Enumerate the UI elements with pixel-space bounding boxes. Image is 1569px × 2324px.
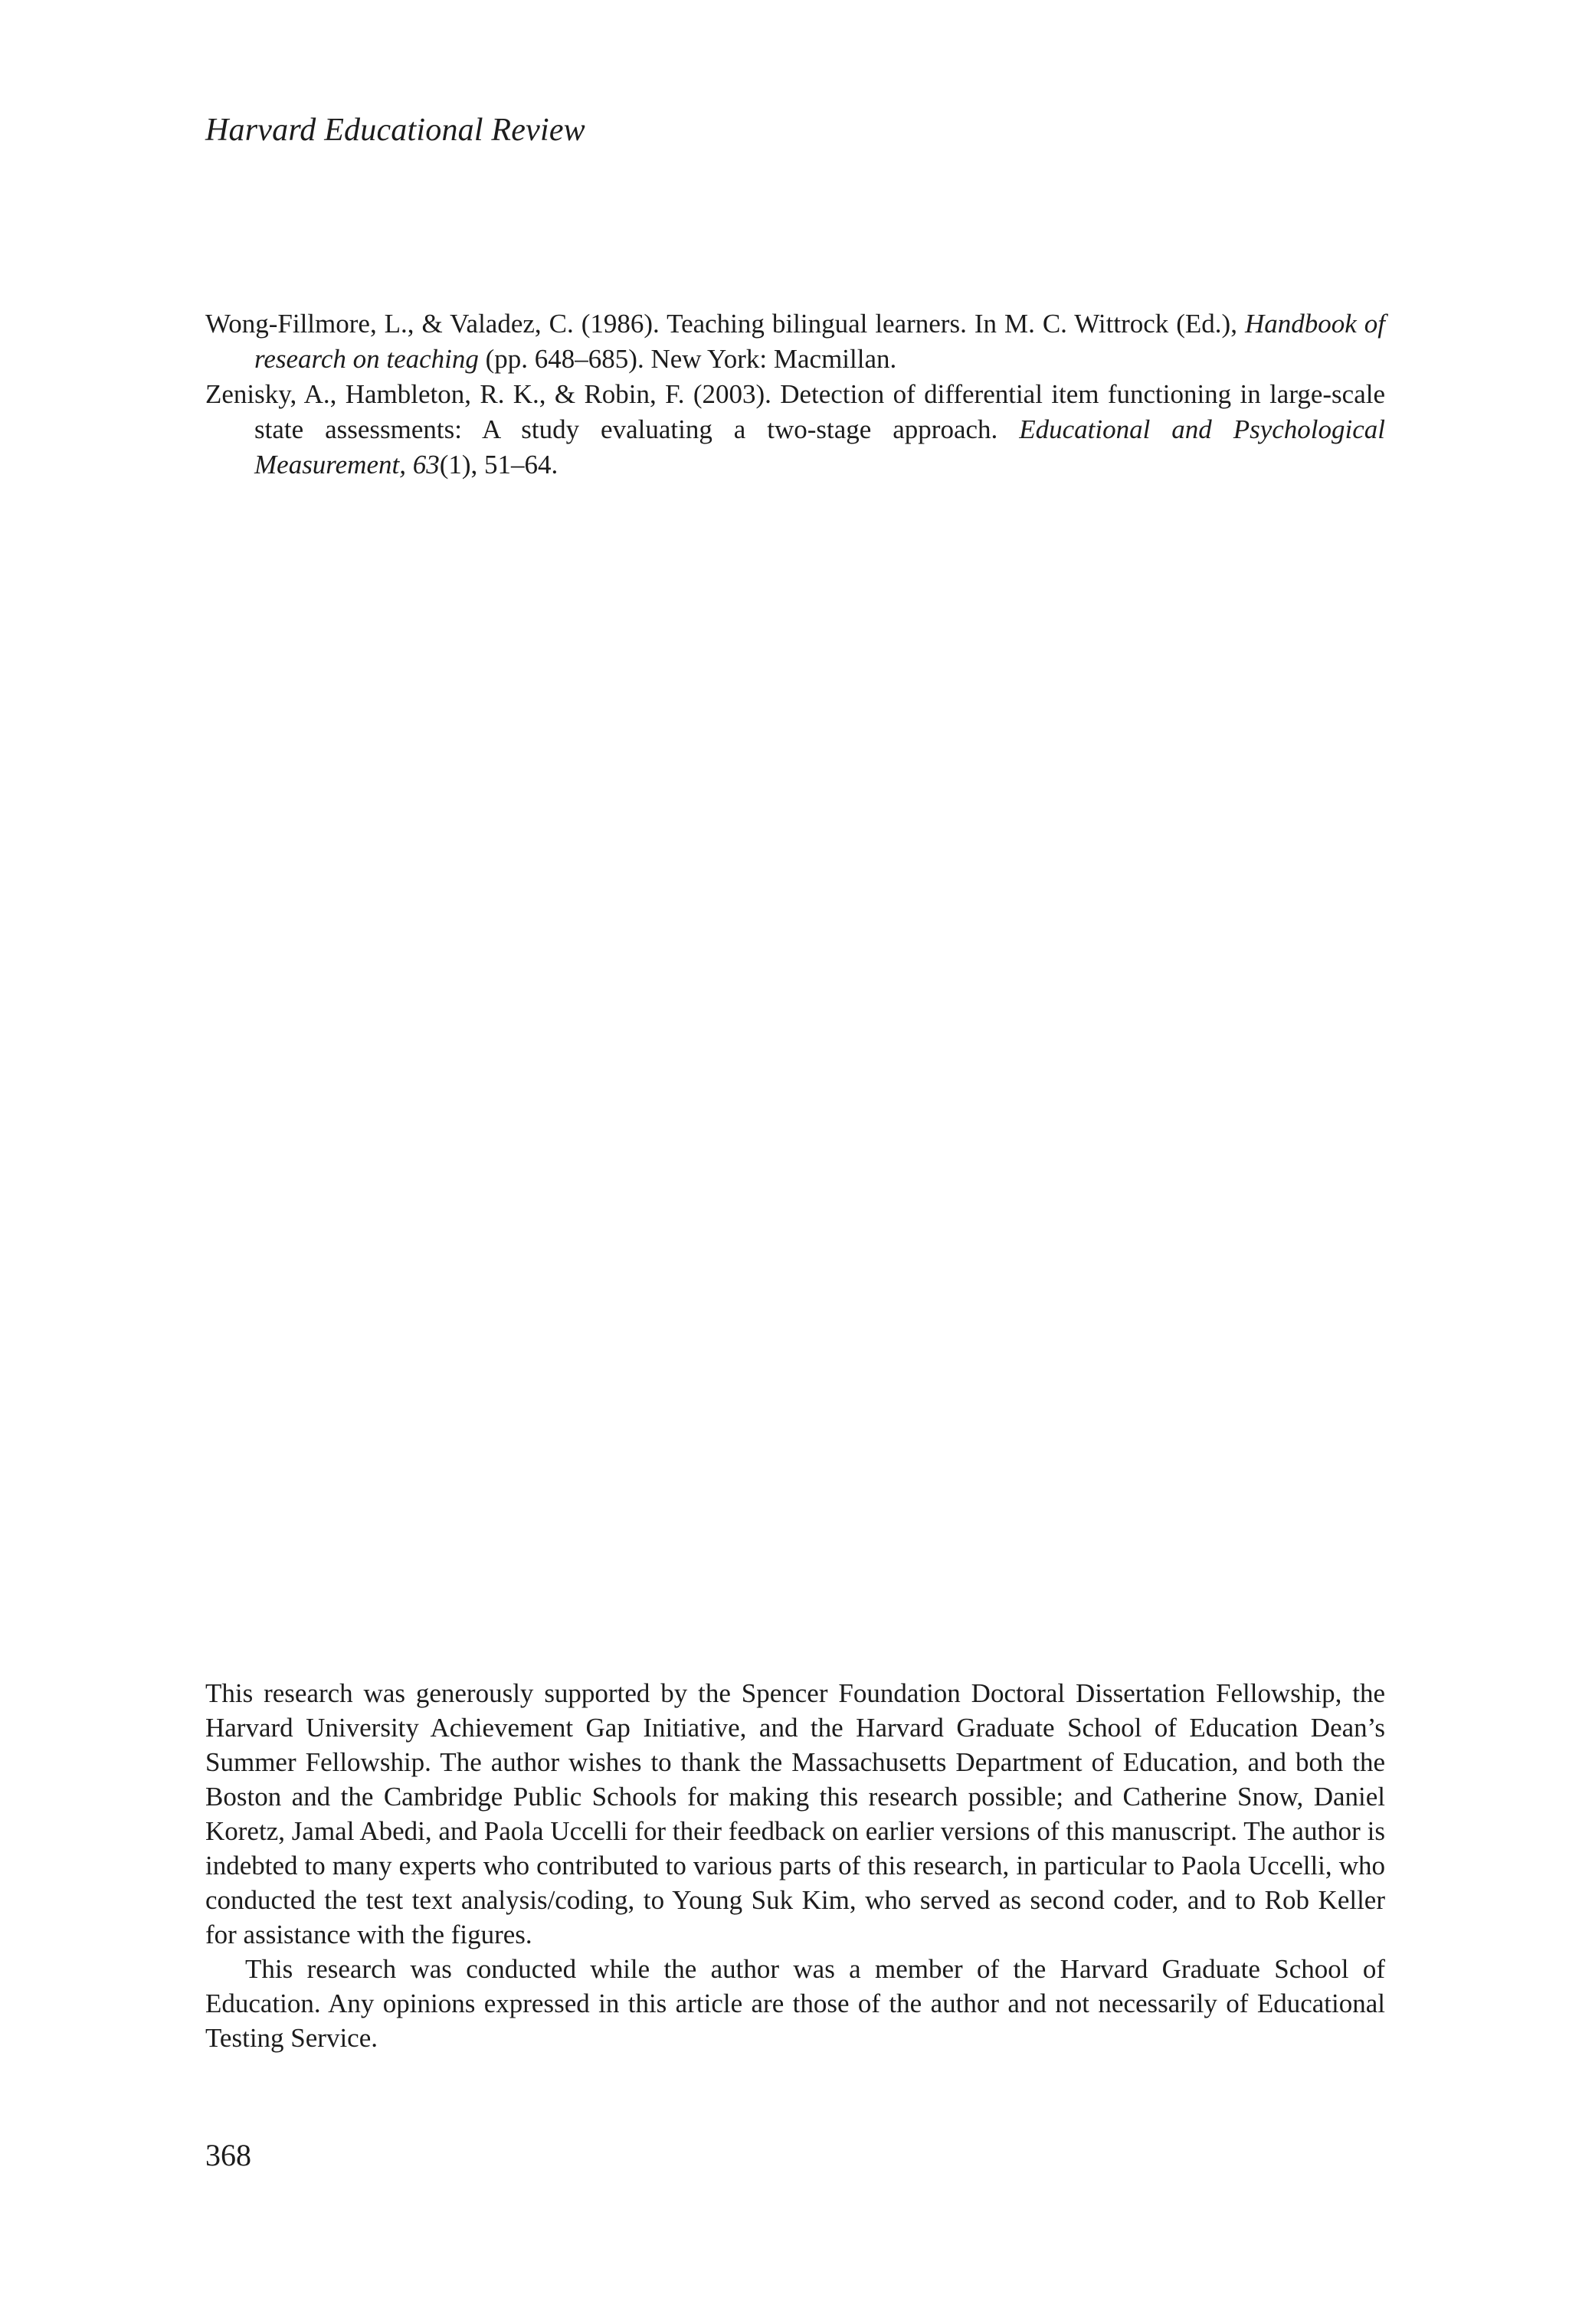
reference-entry xyxy=(205,377,1385,483)
reference-authors: Zenisky, A., Hambleton, R. K., & Robin, F. (2003). Detection of differential item functioning in large-scale state assessments: A study evaluating a two-stage approach. xyxy=(205,379,1385,444)
reference-details: (1), 51–64. xyxy=(439,450,558,480)
reference-title: Handbook of research on teaching xyxy=(254,309,1385,374)
running-head: Harvard Educational Review xyxy=(205,113,585,148)
acknowledgments-note xyxy=(205,1676,1385,2055)
reference-details: (pp. 648–685). New York: Macmillan. xyxy=(478,344,897,374)
reference-authors: Wong-Fillmore, L., & Valadez, C. (1986). Teaching bilingual learners. In M. C. Wittrock (Ed.), xyxy=(205,309,1245,339)
reference-title: Educational and Psychological Measurement, 63 xyxy=(254,414,1385,480)
reference-list xyxy=(205,306,1385,483)
acknowledgment-paragraph: This research was generously supported by the Spencer Foundation Doctoral Dissertation Fellowship, the Harvard University Achievement Gap Initiative, and the Harvard Graduate School of Education Dean’s Summer Fellowship. The author wishes to thank the Massachusetts Department of Education, and both the Boston and the Cambridge Public Schools for making this research possible; and Catherine Snow, Daniel Koretz, Jamal Abedi, and Paola Uccelli for their feedback on earlier versions of this manuscript. The author is indebted to many experts who contributed to various parts of this research, in particular to Paola Uccelli, who conducted the test text analysis/coding, to Young Suk Kim, who served as second coder, and to Rob Keller for assistance with the figures. xyxy=(205,1678,1385,1949)
reference-entry xyxy=(205,306,1385,377)
page-number: 368 xyxy=(205,2138,251,2172)
acknowledgment-paragraph: This research was conducted while the author was a member of the Harvard Graduate School of Education. Any opinions expressed in this article are those of the author and not necessarily of Educational Testing Service. xyxy=(205,1954,1385,2053)
